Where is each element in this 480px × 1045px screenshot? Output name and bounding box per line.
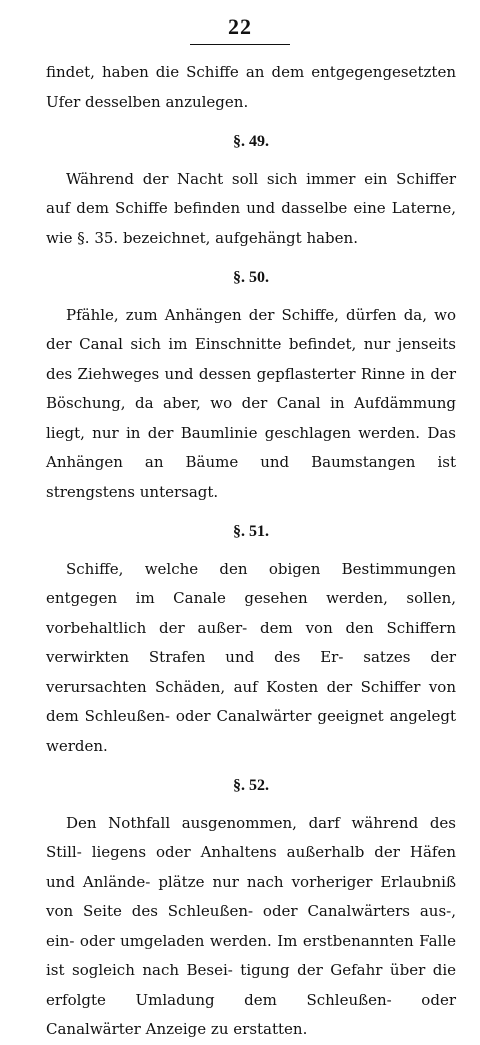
section-text-52: Den Nothfall ausgenommen, darf während des Still- liegens oder Anhaltens außerhalb der Häfen und Anlände- plätze nur nach vorheriger Erlaubniß von Seite des Schleußen- oder Canalwärters aus-, ein- oder umgeladen werden. Im erstbenannten Falle ist sogleich nach Besei- tigung der Gefahr über die erfolgte Umladung dem Schleußen- oder Canalwärter Anzeige zu erstatten.: [46, 813, 456, 1038]
section-text-49: Während der Nacht soll sich immer ein Schiffer auf dem Schiffe befinden und dasselbe eine Laterne, wie §. 35. bezeichnet, aufgehängt haben.: [46, 169, 456, 247]
section-text-51: Schiffe, welche den obigen Bestimmungen entgegen im Canale gesehen werden, sollen, vorbehaltlich der außer- dem von den Schiffern verwirkten Strafen und des Er- satzes der verursachten Schäden, auf Kosten der Schiffer von dem Schleußen- oder Canalwärter geeignet angelegt werden.: [46, 559, 456, 755]
section-heading-50: §. 50.: [233, 269, 269, 286]
section-text-50: Pfähle, zum Anhängen der Schiffe, dürfen da, wo der Canal sich im Einschnitte befindet, nur jenseits des Ziehweges und dessen gepflasterter Rinne in der Böschung, da aber, wo der Canal in Aufdämmung liegt, nur in der Baumlinie geschlagen werden. Das Anhängen an Bäume und Baumstangen ist strengstens untersagt.: [46, 305, 456, 501]
continuation-paragraph: findet, haben die Schiffe an dem entgegengesetzten Ufer desselben anzulegen.: [46, 63, 456, 111]
page-number: 22: [228, 14, 252, 39]
section-heading-52: §. 52.: [233, 777, 269, 794]
page-body: [46, 58, 456, 1045]
section-heading-51: §. 51.: [233, 523, 269, 540]
section-heading-49: §. 49.: [233, 133, 269, 150]
header-rule: [190, 44, 290, 45]
